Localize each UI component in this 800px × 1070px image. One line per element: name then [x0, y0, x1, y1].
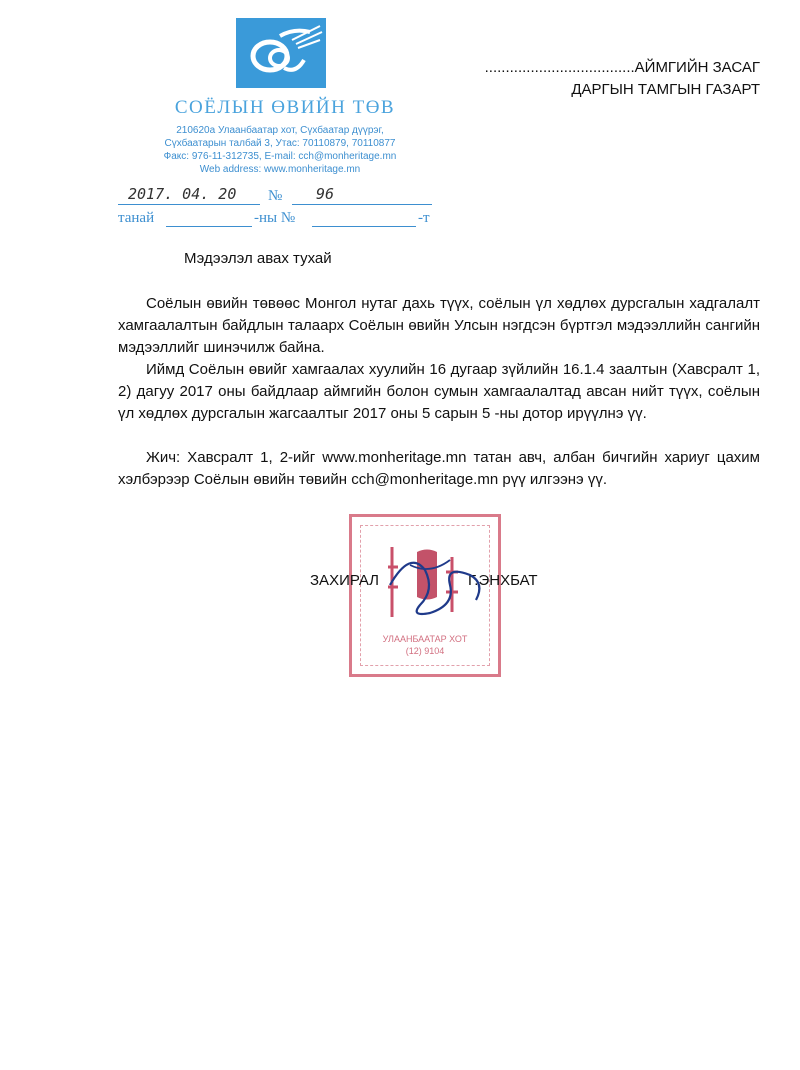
- letter-subject: Мэдээлэл авах тухай: [184, 250, 332, 267]
- reference-suffix: -т: [418, 210, 430, 226]
- logo-emblem-icon: [236, 18, 326, 88]
- body-paragraph: Соёлын өвийн төвөөс Монгол нутаг дахь түүх, соёлын үл хөдлөх дурсгалын хадгалалт хамгаалалтын байдлын талаарх Соёлын өвийн Улсын нэгдсэн бүртгэл мэдээллийн сангийн мэдээллийг шинэчилж байна.: [118, 295, 760, 356]
- signature-name: Г.ЭНХБАТ: [468, 572, 538, 589]
- number-symbol: №: [268, 188, 283, 204]
- stamp-code: (12) 9104: [405, 646, 445, 656]
- letter-note: [118, 447, 760, 491]
- stamp-city: УЛААНБААТАР ХОТ: [382, 634, 468, 644]
- address-line: Web address: www.monheritage.mn: [199, 164, 361, 175]
- letter-date: 2017. 04. 20: [128, 185, 237, 203]
- reference-mid: -ны №: [254, 210, 296, 226]
- body-paragraph: Иймд Соёлын өвийг хамгаалах хуулийн 16 дугаар зүйлийн 16.1.4 заалтын (Хавсралт 1, 2) дагуу 2017 оны байдлаар аймгийн болон сумын хамгаалалтад авсан нийт түүх, соёлын үл хөдлөх дурсгалын жагсаалтыг 2017 оны 5 сарын 5 -ны дотор ирүүлнэ үү.: [118, 361, 760, 422]
- letter-body: [118, 293, 760, 425]
- handwritten-signature-icon: [380, 545, 500, 625]
- address-line: Сүхбаатарын талбай 3, Утас: 70110879, 70110877: [164, 138, 396, 149]
- reference-underline: [312, 226, 416, 227]
- reference-prefix: танай: [118, 210, 155, 226]
- letter-number: 96: [316, 185, 335, 203]
- number-underline: [292, 204, 432, 205]
- signature-title: ЗАХИРАЛ: [310, 572, 380, 589]
- date-underline: [118, 204, 260, 205]
- recipient-line-1: ....................................АЙМГИЙН ЗАСАГ: [484, 59, 760, 76]
- address-line: Факс: 976-11-312735, E-mail: cch@monheritage.mn: [163, 151, 397, 162]
- recipient-line-2: ДАРГЫН ТАМГЫН ГАЗАРТ: [571, 81, 760, 98]
- reference-underline: [166, 226, 252, 227]
- organization-logo: [236, 18, 326, 88]
- address-line: 210620а Улаанбаатар хот, Сүхбаатар дүүрэг,: [176, 125, 384, 136]
- organization-name: СОЁЛЫН ӨВИЙН ТӨВ: [174, 97, 396, 118]
- note-paragraph: Жич: Хавсралт 1, 2-ийг www.monheritage.mn татан авч, албан бичгийн хариуг цахим хэлбэрээр Соёлын өвийн төвийн cch@monheritage.mn рүү илгээнэ үү.: [118, 449, 760, 488]
